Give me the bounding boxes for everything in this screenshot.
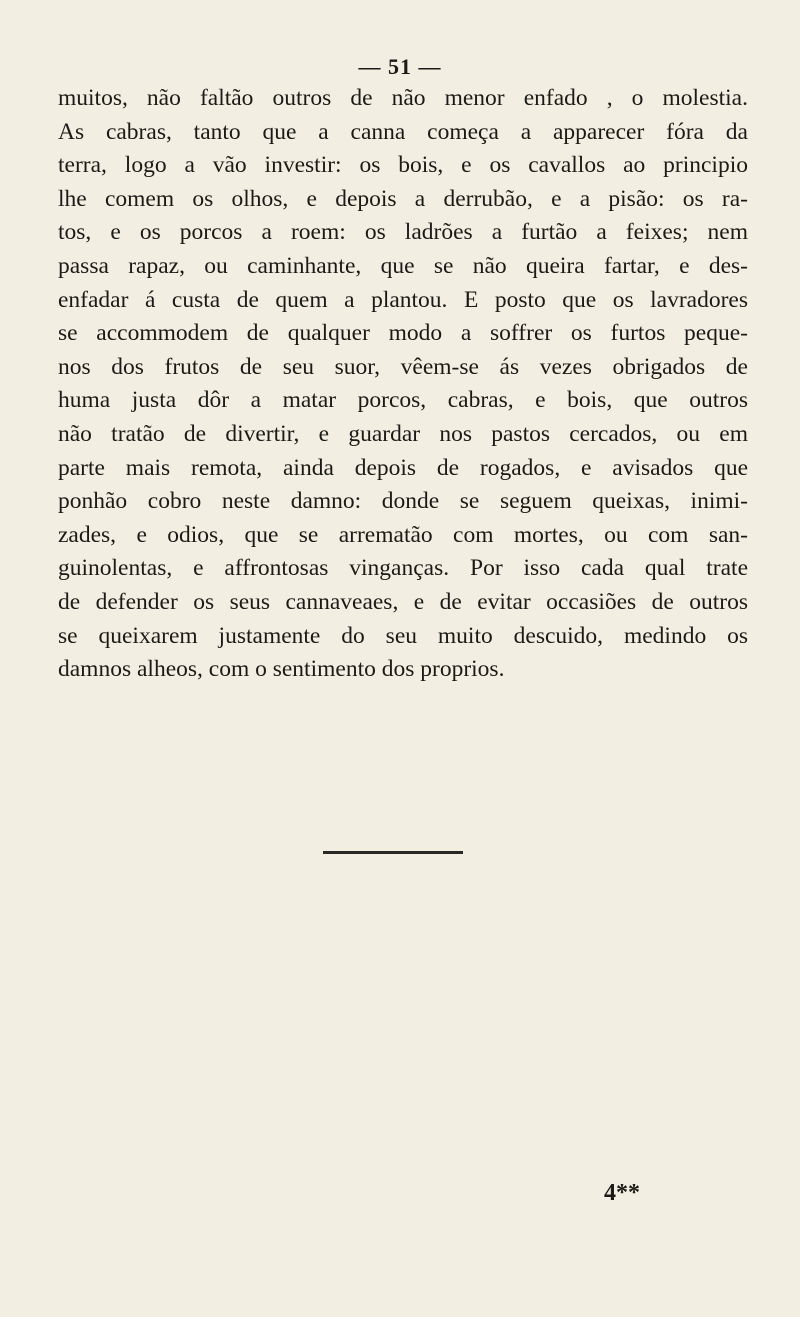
signature-mark: 4**	[604, 1180, 640, 1206]
text-line: As cabras, tanto que a canna começa a apparecer fóra da	[58, 118, 748, 145]
page-number: — 51 —	[358, 54, 442, 79]
text-line: terra, logo a vão investir: os bois, e os cavallos ao principio	[58, 152, 748, 179]
text-line: nos dos frutos de seu suor, vêem-se ás vezes obrigados de	[58, 353, 748, 380]
text-line: guinolentas, e affrontosas vinganças. Por isso cada qual trate	[58, 555, 748, 582]
text-line: damnos alheos, com o sentimento dos proprios.	[58, 656, 505, 683]
text-line: ponhão cobro neste damno: donde se seguem queixas, inimi-	[58, 488, 748, 515]
text-line: lhe comem os olhos, e depois a derrubão, e a pisão: os ra-	[58, 185, 748, 212]
text-line: parte mais remota, ainda depois de rogados, e avisados que	[58, 454, 748, 481]
text-line: huma justa dôr a matar porcos, cabras, e bois, que outros	[58, 387, 748, 414]
section-divider	[323, 851, 463, 854]
text-line: muitos, não faltão outros de não menor enfado , o molestia.	[58, 85, 748, 111]
text-line: zades, e odios, que se arrematão com mortes, ou com san-	[58, 521, 748, 548]
text-line: de defender os seus cannaveaes, e de evitar occasiões de outros	[58, 588, 748, 615]
body-text	[58, 82, 748, 687]
text-line: tos, e os porcos a roem: os ladrões a furtão a feixes; nem	[58, 219, 748, 246]
text-line: se accommodem de qualquer modo a soffrer os furtos peque-	[58, 320, 748, 347]
text-line: se queixarem justamente do seu muito descuido, medindo os	[58, 622, 748, 649]
text-line: enfadar á custa de quem a plantou. E posto que os lavradores	[58, 286, 748, 313]
text-line: não tratão de divertir, e guardar nos pastos cercados, ou em	[58, 420, 748, 447]
text-line: passa rapaz, ou caminhante, que se não queira fartar, e des-	[58, 252, 748, 279]
